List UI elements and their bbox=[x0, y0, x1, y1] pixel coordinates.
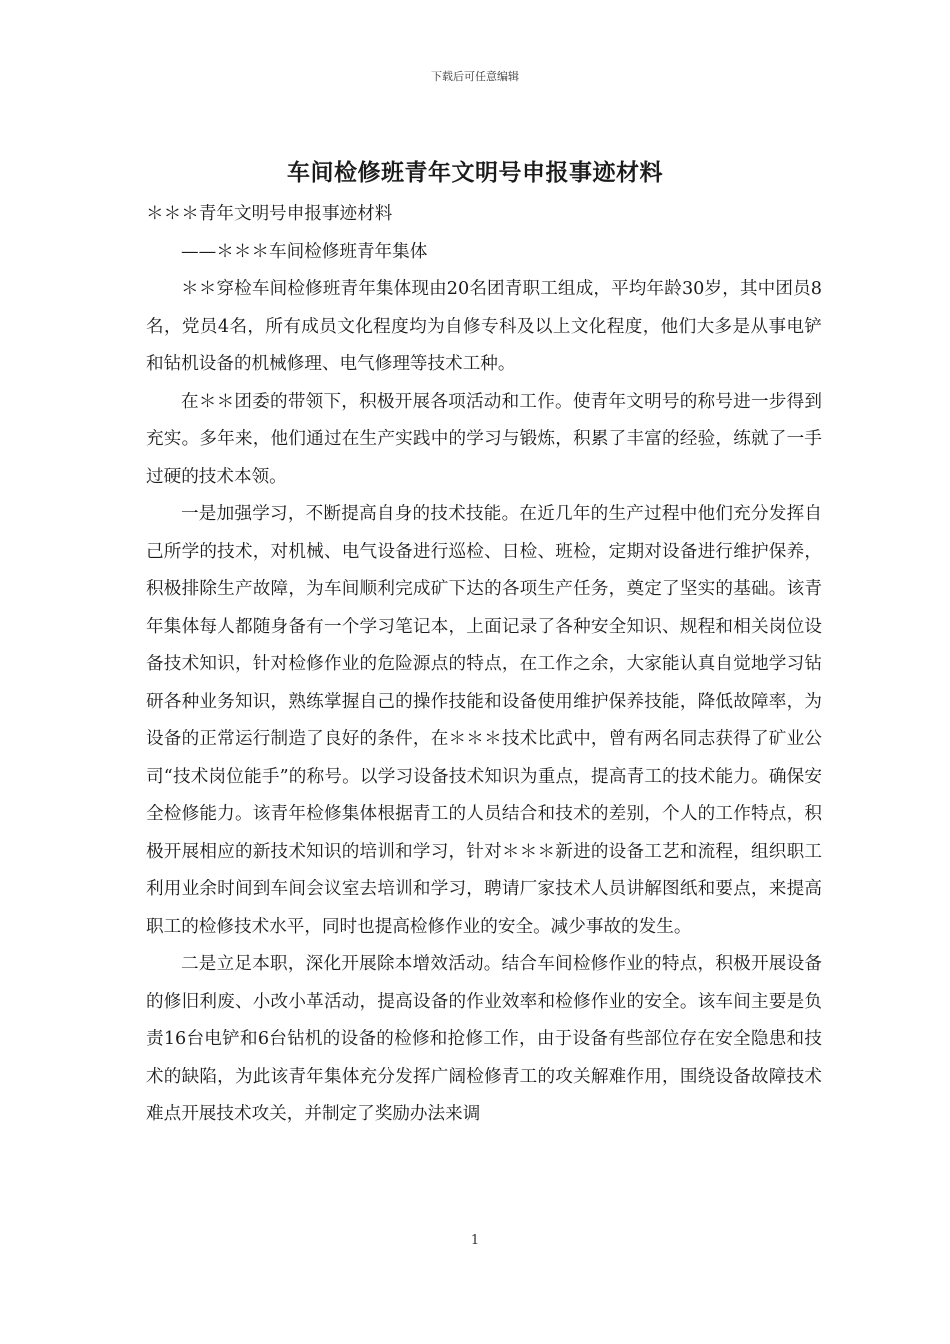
paragraph-efficiency: 二是立足本职，深化开展除本增效活动。结合车间检修作业的特点，积极开展设备的修旧利废、小改小革活动，提高设备的作业效率和检修作业的安全。该车间主要是负责16台电铲和6台钻机的设备的检修和抢修工作，由于设备有些部位存在安全隐患和技术的缺陷，为此该青年集体充分发挥广阔检修青工的攻关解难作用，围绕设备故障技术难点开展技术攻关，并制定了奖励办法来调 bbox=[146, 954, 822, 1124]
document-body bbox=[146, 196, 822, 1134]
page-number: 1 bbox=[470, 1233, 480, 1248]
paragraph-study: 一是加强学习，不断提高自身的技术技能。在近几年的生产过程中他们充分发挥自己所学的技术，对机械、电气设备进行巡检、日检、班检，定期对设备进行维护保养，积极排除生产故障，为车间顺利完成矿下达的各项生产任务，奠定了坚实的基础。该青年集体每人都随身备有一个学习笔记本，上面记录了各种安全知识、规程和相关岗位设备技术知识，针对检修作业的危险源点的特点，在工作之余，大家能认真自觉地学习钻研各种业务知识，熟练掌握自己的操作技能和设备使用维护保养技能，降低故障率，为设备的正常运行制造了良好的条件，在＊＊＊技术比武中，曾有两名同志获得了矿业公司“技术岗位能手”的称号。以学习设备技术知识为重点，提高青工的技术能力。确保安全检修能力。该青年检修集体根据青工的人员结合和技术的差别，个人的工作特点，积极开展相应的新技术知识的培训和学习，针对＊＊＊新进的设备工艺和流程，组织职工利用业余时间到车间会议室去培训和学习，聘请厂家技术人员讲解图纸和要点，来提高职工的检修技术水平，同时也提高检修作业的安全。减少事故的发生。 bbox=[146, 504, 822, 937]
header-note: 下载后可任意编辑 bbox=[431, 70, 519, 83]
document-dash-subtitle: ——＊＊＊车间检修班青年集体 bbox=[181, 241, 428, 262]
document-title: 车间检修班青年文明号申报事迹材料 bbox=[287, 160, 663, 186]
document-subtitle: ＊＊＊青年文明号申报事迹材料 bbox=[146, 204, 393, 224]
paragraph-leadership: 在＊＊团委的带领下，积极开展各项活动和工作。使青年文明号的称号进一步得到充实。多年来，他们通过在生产实践中的学习与锻炼，积累了丰富的经验，练就了一手过硬的技术本领。 bbox=[146, 391, 822, 487]
paragraph-intro: ＊＊穿检车间检修班青年集体现由20名团青职工组成，平均年龄30岁，其中团员8名，党员4名，所有成员文化程度均为自修专科及以上文化程度，他们大多是从事电铲和钻机设备的机械修理、电气修理等技术工种。 bbox=[146, 279, 822, 374]
